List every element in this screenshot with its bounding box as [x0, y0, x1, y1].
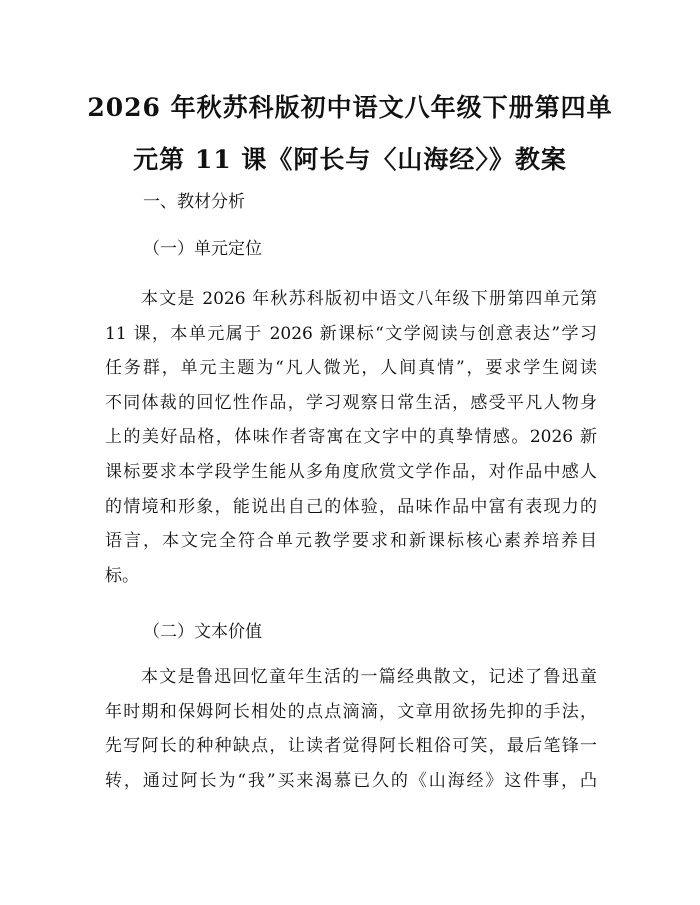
- paragraph-line: 上的美好品格，体味作者寄寓在文字中的真挚情感。2026 新: [105, 427, 597, 448]
- paragraph-line: 年时期和保姆阿长相处的点点滴滴，文章用欲扬先抑的手法，: [105, 701, 597, 722]
- paragraph-line: 11 课，本单元属于 2026 新课标“文学阅读与创意表达”学习: [105, 323, 597, 344]
- paragraph-line: 本文是 2026 年秋苏科版初中语文八年级下册第四单元第: [141, 289, 597, 309]
- document-title: [60, 82, 640, 186]
- paragraph-text-value: [105, 660, 597, 798]
- section-heading-textbook-analysis: 一、教材分析: [143, 192, 245, 212]
- paragraph-line: 本文是鲁迅回忆童年生活的一篇经典散文，记述了鲁迅童: [141, 667, 597, 687]
- paragraph-line: 标。: [105, 565, 139, 586]
- paragraph-unit-position: [105, 282, 597, 593]
- paragraph-line: 转，通过阿长为“我”买来渴慕已久的《山海经》这件事，凸: [105, 770, 597, 791]
- subsection-heading-unit-position: （一）单元定位: [143, 239, 262, 259]
- subsection-heading-text-value: （二）文本价值: [143, 622, 262, 642]
- paragraph-line: 先写阿长的种种缺点，让读者觉得阿长粗俗可笑，最后笔锋一: [105, 736, 597, 757]
- paragraph-line: 的情境和形象，能说出自己的体验，品味作品中富有表现力的: [105, 496, 597, 517]
- paragraph-line: 不同体裁的回忆性作品，学习观察日常生活，感受平凡人物身: [105, 392, 597, 413]
- paragraph-line: 课标要求本学段学生能从多角度欣赏文学作品，对作品中感人: [105, 461, 597, 482]
- title-line: 2026 年秋苏科版初中语文八年级下册第四单: [87, 93, 613, 122]
- paragraph-line: 语言，本文完全符合单元教学要求和新课标核心素养培养目: [105, 531, 597, 552]
- paragraph-line: 任务群，单元主题为“凡人微光，人间真情”，要求学生阅读: [105, 358, 597, 379]
- title-line: 元第 11 课《阿长与〈山海经〉》教案: [133, 145, 567, 174]
